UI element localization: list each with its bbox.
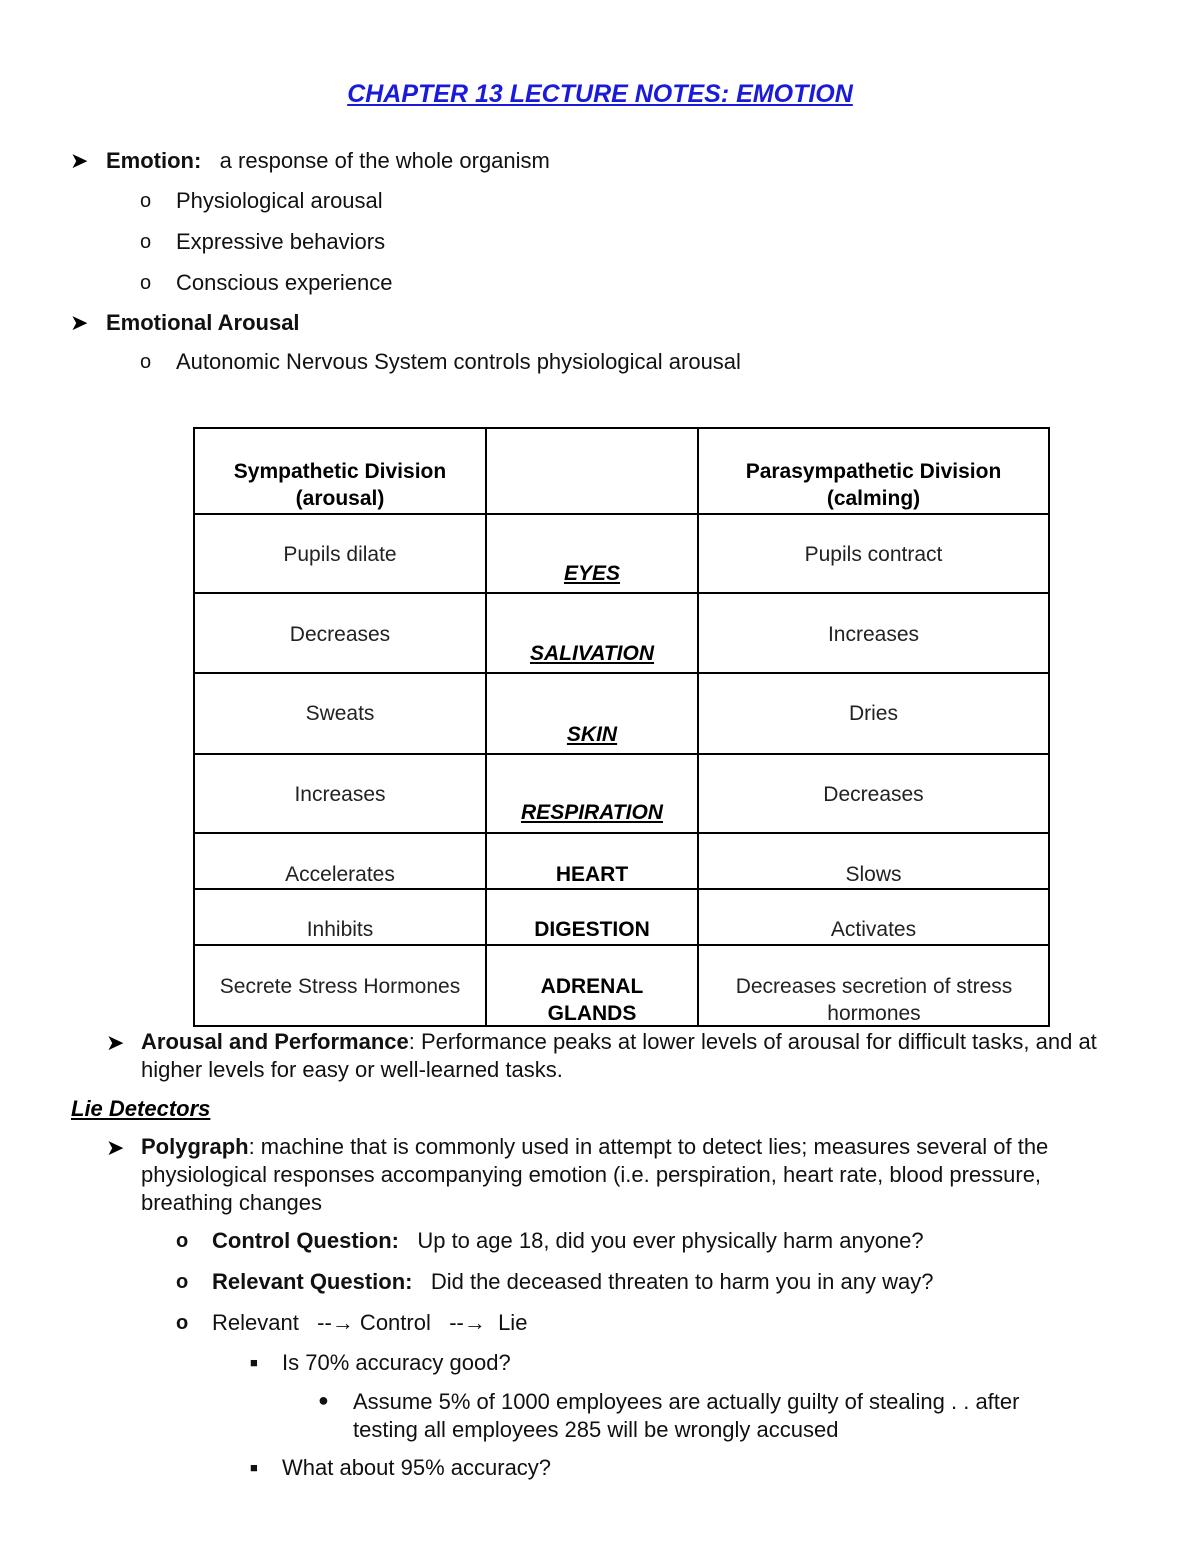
ans-table (193, 427, 1050, 1027)
circle-bullet-icon: o (140, 231, 152, 253)
table-divider (195, 888, 1048, 890)
table-divider (195, 944, 1048, 946)
header-sympathetic (195, 458, 485, 512)
arousal-item: Autonomic Nervous System controls physiological arousal (176, 349, 741, 374)
control-question-label: Control Question: (212, 1228, 399, 1253)
relevant-question-label: Relevant Question: (212, 1269, 413, 1294)
organ-cell: RESPIRATION (521, 801, 663, 824)
sympathetic-cell: Sweats (305, 702, 375, 725)
arrow-bullet-icon: ➤ (70, 310, 89, 335)
emotion-line (106, 148, 550, 174)
circle-bullet-icon: o (176, 1230, 189, 1252)
table-divider (195, 592, 1048, 594)
organ-cell: ADRENAL GLANDS (540, 975, 644, 1025)
arrow-bullet-icon: ➤ (106, 1135, 125, 1160)
polygraph-paragraph (141, 1133, 1131, 1217)
relevant-question-line (212, 1269, 933, 1295)
circle-bullet-icon: o (140, 351, 152, 373)
circle-bullet-icon: o (176, 1312, 189, 1334)
emotion-item: Physiological arousal (176, 188, 383, 213)
performance-text: : Performance peaks at lower levels of arousal for difficult tasks, and at higher levels for easy or well-learned tasks. (141, 1029, 1097, 1082)
organ-cell: DIGESTION (534, 918, 650, 941)
dot-bullet-icon: ● (318, 1390, 329, 1410)
sympathetic-cell: Accelerates (285, 863, 395, 886)
lie-detectors-heading: Lie Detectors (71, 1096, 211, 1121)
page-title: CHAPTER 13 LECTURE NOTES: EMOTION (347, 80, 853, 108)
sympathetic-cell: Secrete Stress Hormones (219, 975, 461, 998)
accuracy-question: What about 95% accuracy? (282, 1455, 552, 1480)
polygraph-label: Polygraph (141, 1134, 249, 1159)
square-bullet-icon: ■ (250, 1460, 258, 1475)
table-divider (195, 513, 1048, 515)
header-line: (calming) (826, 487, 921, 510)
organ-cell: SALIVATION (529, 642, 655, 665)
accuracy-example: Assume 5% of 1000 employees are actually guilty of stealing . . after testing all employees 285 will be wrongly accused (353, 1389, 1020, 1442)
table-divider (195, 832, 1048, 834)
sympathetic-cell: Decreases (289, 623, 391, 646)
arrow-bullet-icon: ➤ (70, 148, 89, 173)
parasympathetic-cell: Decreases (823, 783, 924, 806)
sympathetic-cell: Increases (294, 783, 386, 806)
header-line: (arousal) (295, 487, 385, 510)
circle-bullet-icon: o (176, 1271, 189, 1293)
circle-bullet-icon: o (140, 190, 152, 212)
performance-label: Arousal and Performance (141, 1029, 409, 1054)
control-question-text: Up to age 18, did you ever physically harm anyone? (417, 1228, 924, 1253)
accuracy-question: Is 70% accuracy good? (282, 1350, 511, 1375)
question-sequence: Relevant --→ Control --→ Lie (212, 1310, 528, 1335)
performance-paragraph (141, 1028, 1131, 1084)
header-line: Parasympathetic Division (745, 460, 1002, 483)
table-divider (195, 672, 1048, 674)
parasympathetic-cell: Increases (827, 623, 920, 646)
circle-bullet-icon: o (140, 272, 152, 294)
sympathetic-cell: Inhibits (306, 918, 374, 941)
parasympathetic-cell: Dries (848, 702, 898, 725)
parasympathetic-cell: Activates (830, 918, 917, 941)
organ-cell: SKIN (566, 723, 618, 746)
parasympathetic-cell: Slows (845, 863, 902, 886)
parasympathetic-cell: Decreases secretion of stress hormones (735, 975, 1013, 1025)
control-question-line (212, 1228, 924, 1254)
arousal-label: Emotional Arousal (106, 310, 300, 335)
header-parasympathetic (699, 458, 1048, 512)
emotion-label: Emotion: (106, 148, 202, 173)
relevant-question-text: Did the deceased threaten to harm you in any way? (430, 1269, 934, 1294)
table-divider (195, 753, 1048, 755)
square-bullet-icon: ■ (250, 1355, 258, 1370)
emotion-item: Expressive behaviors (176, 229, 386, 254)
emotion-item: Conscious experience (176, 270, 393, 295)
parasympathetic-cell: Pupils contract (804, 543, 943, 566)
sympathetic-cell: Pupils dilate (283, 543, 397, 566)
arrow-bullet-icon: ➤ (106, 1030, 125, 1055)
header-line: Sympathetic Division (233, 460, 447, 483)
organ-cell: HEART (555, 863, 629, 886)
organ-cell: EYES (563, 562, 621, 585)
polygraph-text: : machine that is commonly used in attempt to detect lies; measures several of the physiological responses accompanying emotion (i.e. perspiration, heart rate, blood pressure, breathing changes (141, 1134, 1049, 1215)
emotion-definition: a response of the whole organism (219, 148, 550, 173)
